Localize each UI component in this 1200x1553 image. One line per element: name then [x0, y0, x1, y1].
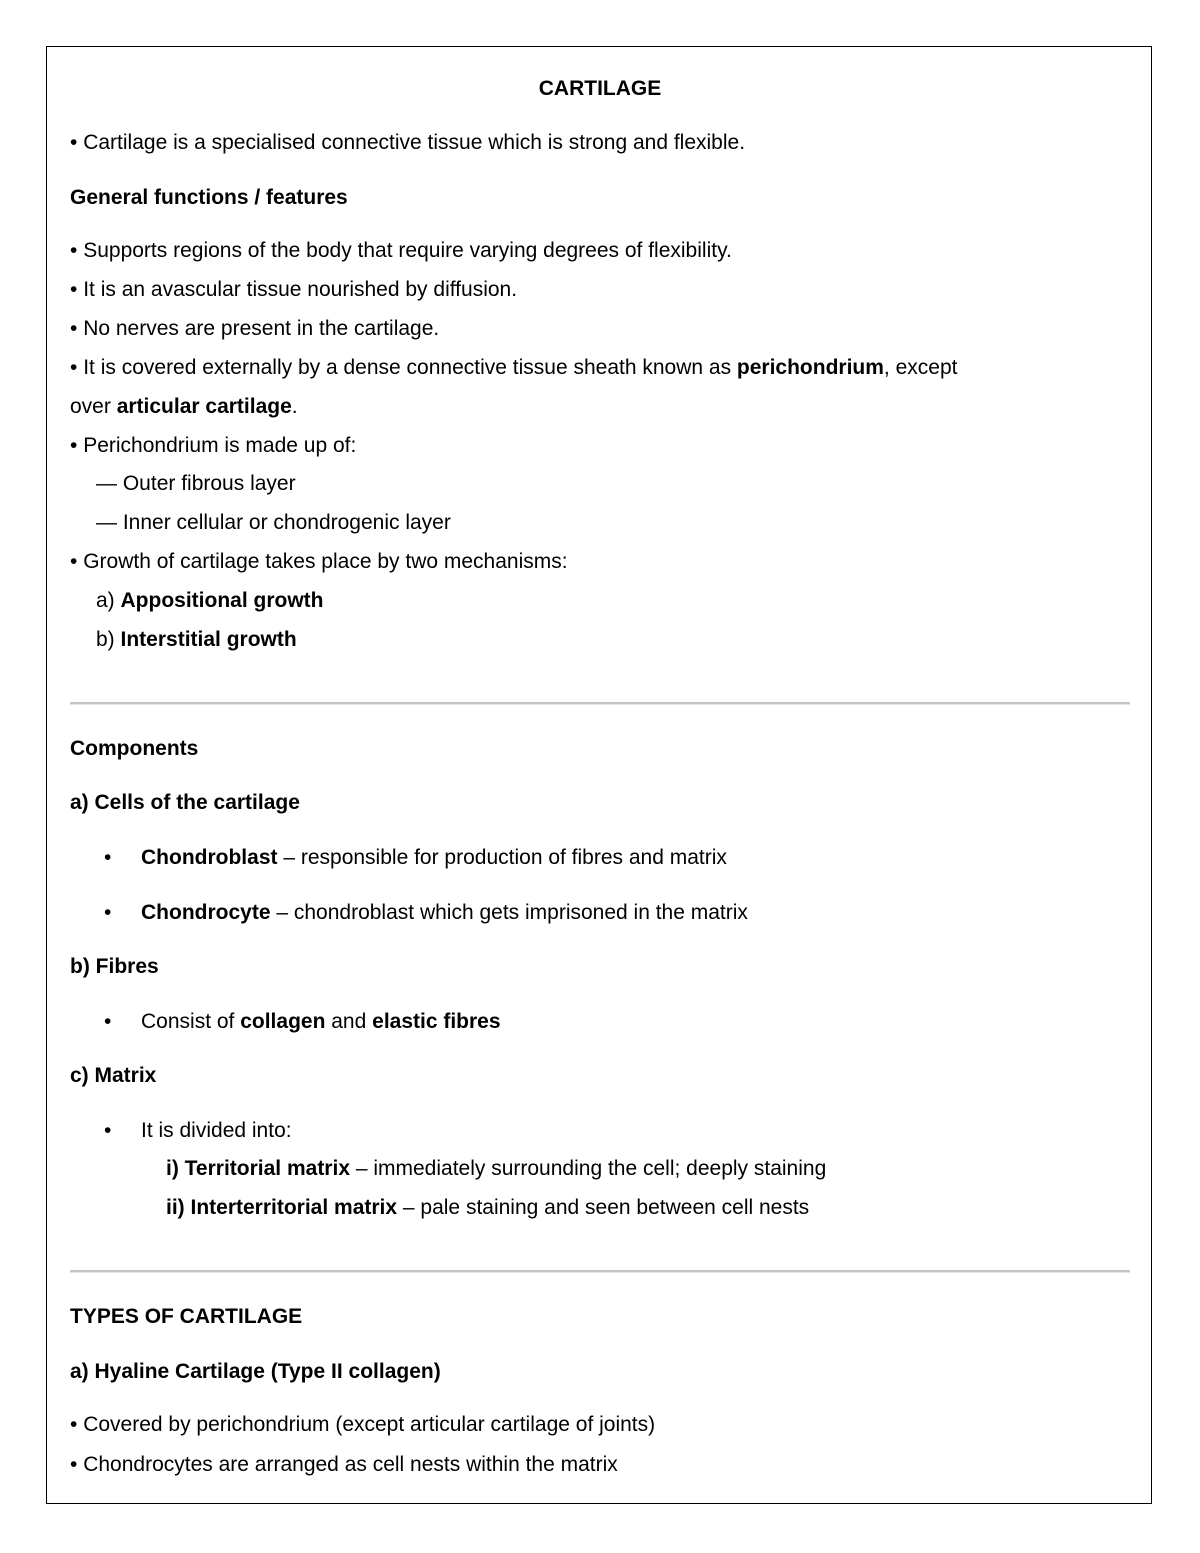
hyaline-bullet-1-text: Covered by perichondrium (except articular cartilage of joints): [83, 1413, 656, 1436]
appositional-growth-term: Appositional growth: [120, 589, 324, 612]
general-bullet-2-text: It is an avascular tissue nourished by diffusion.: [83, 278, 518, 301]
territorial-matrix-description: – immediately surrounding the cell; deeply staining: [350, 1157, 827, 1180]
dash: —: [96, 472, 117, 495]
page-title: CARTILAGE: [538, 77, 662, 100]
bullet: •: [70, 356, 78, 379]
general-bullet-6: [70, 549, 568, 575]
intro-line: [70, 130, 745, 156]
perichondrium-term: perichondrium: [736, 356, 884, 379]
hyaline-heading: a) Hyaline Cartilage (Type II collagen): [70, 1360, 441, 1383]
growth-mechanism-a: [96, 588, 324, 614]
fibres-text: [141, 1009, 501, 1035]
types-heading: TYPES OF CARTILAGE: [70, 1305, 303, 1328]
hyaline-bullet-2: [70, 1452, 618, 1478]
chondroblast-text: [141, 845, 727, 871]
general-bullet-4-continued: [70, 394, 298, 420]
fibres-mid: and: [325, 1010, 373, 1033]
hyaline-bullet-1: [70, 1412, 655, 1438]
interterritorial-matrix-description: – pale staining and seen between cell nests: [397, 1196, 810, 1219]
general-bullet-4-post: , except: [883, 356, 958, 379]
bullet: •: [104, 846, 112, 869]
bullet: •: [70, 317, 78, 340]
page-border: [46, 46, 1152, 1504]
bullet: •: [104, 1119, 112, 1142]
general-bullet-1-text: Supports regions of the body that require varying degrees of flexibility.: [83, 239, 732, 262]
territorial-matrix-term: i) Territorial matrix: [166, 1157, 350, 1180]
general-bullet-4-pre: It is covered externally by a dense connective tissue sheath known as: [83, 356, 737, 379]
general-heading: General functions / features: [70, 186, 348, 209]
fibres-item: [104, 1009, 111, 1035]
section-divider: [70, 702, 1130, 705]
elastic-fibres-term: elastic fibres: [372, 1010, 501, 1033]
cells-heading: a) Cells of the cartilage: [70, 791, 300, 814]
general-bullet-1: [70, 238, 732, 264]
chondroblast-item: [104, 845, 111, 871]
general-bullet-4-line2-post: .: [291, 395, 298, 418]
chondrocyte-text: [141, 900, 748, 926]
bullet: •: [70, 1453, 78, 1476]
general-bullet-3-text: No nerves are present in the cartilage.: [83, 317, 440, 340]
interstitial-growth-term: Interstitial growth: [120, 628, 297, 651]
section-divider: [70, 1270, 1130, 1273]
bullet: •: [70, 278, 78, 301]
growth-b-prefix: b): [96, 628, 121, 651]
perichondrium-layer-2: [96, 510, 451, 536]
general-bullet-3: [70, 316, 439, 342]
chondroblast-term: Chondroblast: [141, 846, 278, 869]
general-bullet-6-text: Growth of cartilage takes place by two mechanisms:: [83, 550, 568, 573]
general-bullet-5-text: Perichondrium is made up of:: [83, 434, 357, 457]
components-heading: Components: [70, 737, 199, 760]
bullet: •: [70, 434, 78, 457]
interterritorial-matrix: [166, 1195, 809, 1221]
chondroblast-description: – responsible for production of fibres and matrix: [277, 846, 727, 869]
territorial-matrix: [166, 1156, 826, 1182]
perichondrium-layer-1-text: Outer fibrous layer: [122, 472, 296, 495]
fibres-pre: Consist of: [141, 1010, 241, 1033]
dash: —: [96, 511, 117, 534]
bullet: •: [70, 1413, 78, 1436]
growth-mechanism-b: [96, 627, 297, 653]
growth-a-prefix: a): [96, 589, 121, 612]
general-bullet-2: [70, 277, 517, 303]
general-bullet-5: [70, 433, 356, 459]
hyaline-bullet-2-text: Chondrocytes are arranged as cell nests within the matrix: [83, 1453, 618, 1476]
bullet: •: [104, 1010, 112, 1033]
bullet: •: [70, 239, 78, 262]
perichondrium-layer-2-text: Inner cellular or chondrogenic layer: [122, 511, 451, 534]
matrix-item: [104, 1118, 111, 1144]
bullet: •: [104, 901, 112, 924]
interterritorial-matrix-term: ii) Interterritorial matrix: [166, 1196, 398, 1219]
fibres-heading: b) Fibres: [70, 955, 159, 978]
perichondrium-layer-1: [96, 471, 296, 497]
intro-text: Cartilage is a specialised connective tissue which is strong and flexible.: [83, 131, 746, 154]
collagen-term: collagen: [240, 1010, 326, 1033]
general-bullet-4-line2-pre: over: [70, 395, 117, 418]
chondrocyte-description: – chondroblast which gets imprisoned in the matrix: [270, 901, 748, 924]
matrix-intro: It is divided into:: [141, 1119, 292, 1142]
articular-cartilage-term: articular cartilage: [116, 395, 292, 418]
chondrocyte-item: [104, 900, 111, 926]
matrix-heading: c) Matrix: [70, 1064, 157, 1087]
bullet: •: [70, 550, 78, 573]
chondrocyte-term: Chondrocyte: [141, 901, 271, 924]
bullet: •: [70, 131, 78, 154]
general-bullet-4: [70, 355, 957, 381]
